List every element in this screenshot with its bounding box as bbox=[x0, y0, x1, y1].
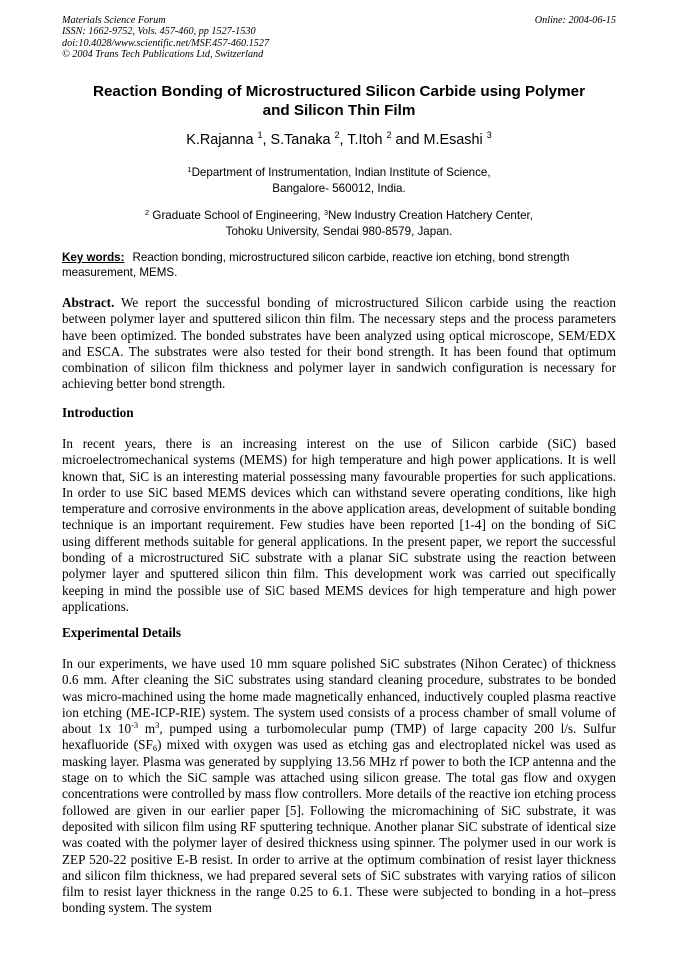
online-date: Online: 2004-06-15 bbox=[534, 15, 616, 26]
affiliation-mark: 3 bbox=[323, 208, 329, 217]
affiliation-text: Tohoku University, Sendai 980-8579, Japan. bbox=[225, 224, 453, 238]
abstract-label: Abstract. bbox=[62, 295, 115, 310]
author-list bbox=[62, 130, 616, 150]
title-line-1: Reaction Bonding of Microstructured Silicon Carbide using Polymer bbox=[93, 83, 585, 100]
introduction-paragraph: In recent years, there is an increasing interest on the use of Silicon carbide (SiC) based microelectromechanical systems (MEMS) for high temperature and high power applications. It is well known that, SiC is an interesting material possessing many favourable properties for such applications. In order to use SiC based MEMS devices which can withstand severe operating conditions, like high temperature and corrosive environments in the above application areas, development of suitable bonding technique is an important requirement. Few studies have been reported [1-4] on the bonding of SiC using different methods suitable for general applications. In the present paper, we report the successful bonding of a microstructured SiC substrate with a planar SiC substrate using the reaction between polymer layer and sputtered silicon thin film. This development work was carried out specifically keeping in mind the possible use of SiC based MEMS devices for high temperature and high power applications. bbox=[62, 436, 616, 614]
superscript: 3 bbox=[155, 720, 160, 731]
author-name: M.Esashi bbox=[423, 132, 483, 148]
affiliation-1 bbox=[62, 165, 616, 196]
keywords-label: Key words: bbox=[62, 251, 125, 264]
issn-line: ISSN: 1662-9752, Vols. 457-460, pp 1527-1530 bbox=[62, 26, 256, 38]
author-affiliation-mark: 3 bbox=[486, 130, 492, 140]
paragraph-text: m bbox=[138, 721, 156, 737]
keywords bbox=[62, 251, 616, 280]
title-line-2: and Silicon Thin Film bbox=[262, 102, 416, 119]
author-separator: , bbox=[262, 132, 271, 148]
experimental-heading: Experimental Details bbox=[62, 625, 182, 640]
paper-title bbox=[62, 82, 616, 120]
author-name: S.Tanaka bbox=[270, 132, 331, 148]
journal-name: Materials Science Forum bbox=[62, 15, 166, 26]
copyright-line: © 2004 Trans Tech Publications Ltd, Switzerland bbox=[62, 49, 264, 61]
introduction-heading: Introduction bbox=[62, 405, 134, 420]
doi-line: doi:10.4028/www.scientific.net/MSF.457-460.1527 bbox=[62, 37, 270, 49]
author-affiliation-mark: 2 bbox=[386, 130, 392, 140]
author-conjunction: and bbox=[391, 132, 424, 148]
superscript: -3 bbox=[131, 720, 139, 731]
keywords-text: Reaction bonding, microstructured silicon carbide, reactive ion etching, bond strength measurement, MEMS. bbox=[62, 251, 570, 279]
paragraph-text: In our experiments, we have used 10 mm square polished SiC substrates (Nihon Ceratec) of thickness 0.6 mm. After cleaning the SiC substrates using standard cleaning procedure, substrates to be bonded was micro-machined using the home made magnetically enhanced, inductively coupled plasma reactive ion etching (ME-ICP-RIE) system. The system used consists of a process chamber of small volume of about 1x 10 bbox=[62, 656, 616, 737]
affiliation-text: Bangalore- 560012, India. bbox=[272, 181, 406, 195]
abstract-text: We report the successful bonding of microstructured Silicon carbide using the reaction between polymer layer and sputtered silicon thin film. The necessary steps and the process parameters have been optimized. The bonded substrates have been analyzed using optical microscope, SEM/EDX and ESCA. The substrates were also tested for their bond strength. It has been found that optimum combination of silicon film thickness and polymer layer in sandwich configuration is necessary for achieving better bond strength. bbox=[62, 295, 616, 392]
affiliation-mark: 1 bbox=[187, 165, 192, 174]
affiliation-text: Department of Instrumentation, Indian Institute of Science, bbox=[191, 166, 491, 179]
author-name: T.Itoh bbox=[347, 132, 383, 148]
author-affiliation-mark: 1 bbox=[257, 130, 263, 140]
experimental-paragraph bbox=[62, 656, 616, 917]
affiliation-text: Graduate School of Engineering, bbox=[149, 209, 324, 222]
author-affiliation-mark: 2 bbox=[334, 130, 340, 140]
paragraph-text: ) mixed with oxygen was used as etching gas and electroplated nickel was used as masking layer. Plasma was generated by supplying 13.56 MHz rf power to both the ICP antenna and the stage on to which the SiC sample was attached using silicon grease. The total gas flow and oxygen concentrations were controlled by mass flow controllers. More details of the reactive ion etching process followed are given in our earlier paper [5]. Following the micromachining of SiC substrate, it was deposited with silicon film using RF sputtering technique. Another planar SiC substrate of identical size was coated with the polymer layer of desired thickness using spinner. The polymer used in our work is ZEP 520-22 positive E-B resist. In order to arrive at the optimum combination of resist layer thickness and silicon film thickness, we had prepared several sets of SiC substrates with varying ratios of silicon film to resist layer thickness in the range 0.25 to 6.1. These were subjected to bonding in a hot–press bonding system. The system bbox=[62, 737, 616, 916]
affiliation-mark: 2 bbox=[145, 208, 150, 217]
author-name: K.Rajanna bbox=[186, 132, 254, 148]
affiliation-2-3 bbox=[62, 208, 616, 239]
author-separator: , bbox=[339, 132, 348, 148]
abstract bbox=[62, 295, 616, 393]
journal-header bbox=[62, 15, 269, 61]
subscript: 6 bbox=[152, 743, 158, 754]
paragraph-text: , pumped using a turbomolecular pump (TMP) of large capacity 200 l/s. Sulfur hexafluoride (SF bbox=[62, 721, 617, 753]
affiliation-text: New Industry Creation Hatchery Center, bbox=[328, 209, 533, 222]
